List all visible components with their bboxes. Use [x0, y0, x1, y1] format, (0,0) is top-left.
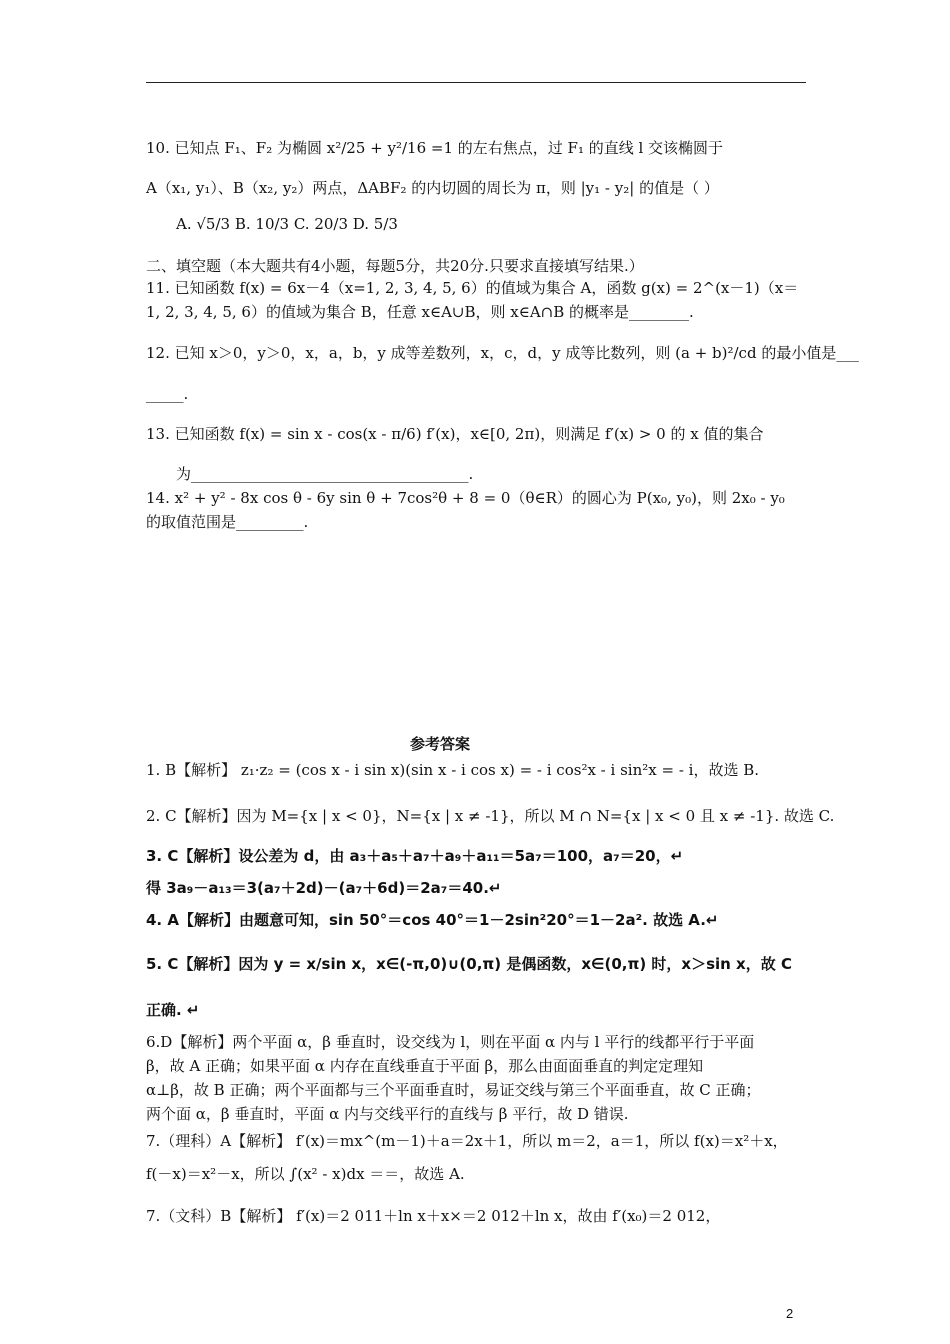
- text-line-a6a: 6.D【解析】两个平面 α，β 垂直时，设交线为 l，则在平面 α 内与 l 平行的线都平行于平面: [146, 1033, 755, 1051]
- page-number: 2: [786, 1306, 794, 1321]
- text-line-q10a: 10. 已知点 F₁、F₂ 为椭圆 x²/25 + y²/16 =1 的左右焦点，过 F₁ 的直线 l 交该椭圆于: [146, 139, 724, 157]
- text-line-q12a: 12. 已知 x＞0，y＞0，x，a，b，y 成等差数列，x，c，d，y 成等比数列，则 (a + b)²/cd 的最小值是___: [146, 344, 859, 362]
- text-line-a5b: 正确. ↵: [146, 1001, 200, 1019]
- text-line-a3a: 3. C【解析】设公差为 d，由 a₃＋a₅＋a₇＋a₉＋a₁₁＝5a₇＝100，a₇＝20，↵: [146, 847, 684, 865]
- text-line-q12b: _____.: [146, 385, 189, 403]
- text-line-s2: 二、填空题（本大题共有4小题，每题5分，共20分.只要求直接填写结果.）: [146, 257, 644, 275]
- text-line-a4: 4. A【解析】由题意可知，sin 50°＝cos 40°＝1－2sin²20°＝1－2a². 故选 A.↵: [146, 911, 719, 929]
- text-line-q10b: A（x₁, y₁）、B（x₂, y₂）两点，ΔABF₂ 的内切圆的周长为 π，则 |y₁ - y₂| 的值是（ ）: [146, 179, 719, 197]
- text-line-a6c: α⊥β，故 B 正确；两个平面都与三个平面垂直时，易证交线与第三个平面垂直，故 C 正确；: [146, 1081, 761, 1099]
- text-line-a2: 2. C【解析】因为 M={x | x < 0}，N={x | x ≠ -1}，所以 M ∩ N={x | x < 0 且 x ≠ -1}. 故选 C.: [146, 807, 835, 825]
- text-line-q11b: 1, 2, 3, 4, 5, 6）的值域为集合 B，任意 x∈A∪B，则 x∈A∩B 的概率是________.: [146, 303, 694, 321]
- text-line-q14a: 14. x² + y² - 8x cos θ - 6y sin θ + 7cos²θ + 8 = 0（θ∈R）的圆心为 P(x₀, y₀)，则 2x₀ - y₀: [146, 489, 785, 507]
- text-line-a1: 1. B【解析】 z₁·z₂ = (cos x - i sin x)(sin x - i cos x) = - i cos²x - i sin²x = - i，故选 B.: [146, 761, 760, 779]
- text-line-a7c: 7.（文科）B【解析】 f′(x)＝2 011＋ln x＋x×＝2 012＋ln x，故由 f′(x₀)＝2 012，: [146, 1207, 721, 1225]
- text-line-q14b: 的取值范围是_________.: [146, 513, 309, 531]
- text-line-a5a: 5. C【解析】因为 y = x/sin x，x∈(-π,0)∪(0,π) 是偶函数，x∈(0,π) 时，x＞sin x，故 C: [146, 955, 792, 973]
- text-line-q10c: A. √5/3 B. 10/3 C. 20/3 D. 5/3: [176, 215, 398, 233]
- text-line-a6d: 两个面 α，β 垂直时，平面 α 内与交线平行的直线与 β 平行，故 D 错误.: [146, 1105, 629, 1123]
- answers-title: 参考答案: [409, 735, 470, 753]
- text-line-a7b: f(－x)＝x²－x，所以 ∫(x² - x)dx ＝＝，故选 A.: [146, 1165, 465, 1183]
- text-line-q13b: 为_____________________________________.: [176, 465, 474, 483]
- text-line-a3b: 得 3a₉－a₁₃＝3(a₇＋2d)－(a₇＋6d)＝2a₇＝40.↵: [146, 879, 502, 897]
- header-rule: [146, 82, 806, 83]
- text-line-a7a: 7.（理科）A【解析】 f′(x)＝mx^(m－1)＋a＝2x＋1，所以 m＝2，a＝1，所以 f(x)＝x²＋x，: [146, 1132, 788, 1150]
- text-line-q13a: 13. 已知函数 f(x) = sin x - cos(x - π/6) f′(x)，x∈[0, 2π)，则满足 f′(x) > 0 的 x 值的集合: [146, 425, 764, 443]
- text-line-q11a: 11. 已知函数 f(x) = 6x－4（x=1, 2, 3, 4, 5, 6）的值域为集合 A，函数 g(x) = 2^(x－1)（x＝: [146, 279, 799, 297]
- text-line-a6b: β，故 A 正确；如果平面 α 内存在直线垂直于平面 β，那么由面面垂直的判定定理知: [146, 1057, 704, 1075]
